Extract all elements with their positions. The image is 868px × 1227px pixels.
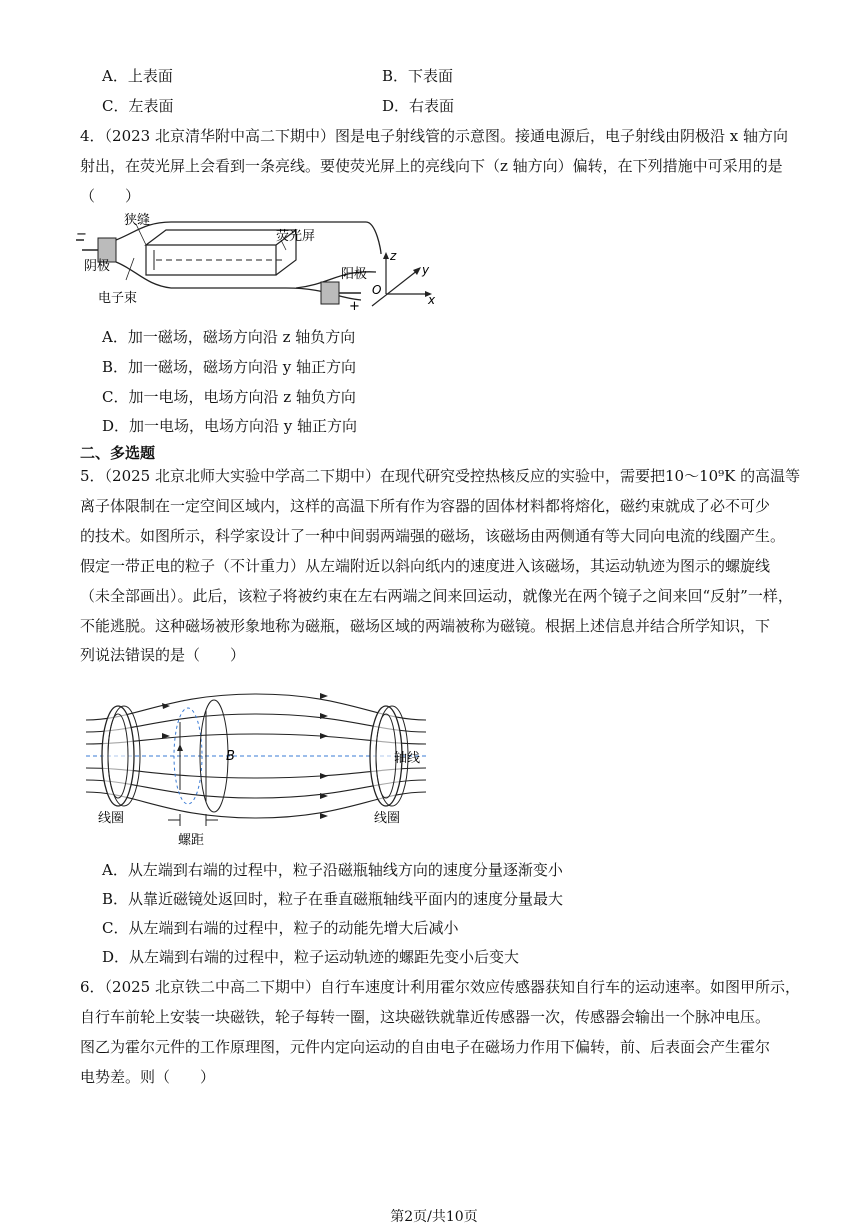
origin-label: O xyxy=(372,283,382,297)
right-coil-label: 线圈 xyxy=(374,811,401,826)
section-heading-multi-choice: 二、多选题 xyxy=(80,444,156,462)
q5-option-b: B．从靠近磁镜处返回时，粒子在垂直磁瓶轴线平面内的速度分量最大 xyxy=(102,890,564,908)
field-b-label: B xyxy=(226,749,235,764)
axis-z-label: z xyxy=(390,249,397,263)
q5-stem-line7: 列说法错误的是（ ） xyxy=(80,646,246,664)
axis-x-label: x xyxy=(428,293,436,307)
q3-option-a: A．上表面 xyxy=(102,67,173,85)
screen-label: 荧光屏 xyxy=(276,229,316,244)
q5-option-c: C．从左端到右端的过程中，粒子的动能先增大后减小 xyxy=(102,919,459,937)
q5-option-a: A．从左端到右端的过程中，粒子沿磁瓶轴线方向的速度分量逐渐变小 xyxy=(102,861,563,879)
q5-stem-line6: 不能逃脱。这种磁场被形象地称为磁瓶，磁场区域的两端被称为磁镜。根据上述信息并结合所学知识，下 xyxy=(80,617,771,635)
q4-option-d: D．加一电场，电场方向沿 y 轴正方向 xyxy=(102,417,358,435)
q4-option-c: C．加一电场，电场方向沿 z 轴负方向 xyxy=(102,388,356,406)
axis-y-label: y xyxy=(422,263,430,277)
q5-stem-line3: 的技术。如图所示，科学家设计了一种中间弱两端强的磁场，该磁场由两侧通有等大同向电流的线圈产生。 xyxy=(80,527,786,545)
q6-stem-line4: 电势差。则（ ） xyxy=(80,1068,216,1086)
q4-stem-line1: 4．（2023 北京清华附中高二下期中）图是电子射线管的示意图。接通电源后，电子射线由阴极沿 x 轴方向 xyxy=(80,127,788,145)
q3-option-b: B．下表面 xyxy=(382,67,454,85)
anode-label: 阳极 xyxy=(341,267,368,282)
q5-stem-line4: 假定一带正电的粒子（不计重力）从左端附近以斜向纸内的速度进入该磁场，其运动轨迹为图示的螺旋线 xyxy=(80,557,771,575)
pitch-label: 螺距 xyxy=(178,833,205,848)
page-footer: 第2页/共10页 xyxy=(390,1209,478,1225)
plus-sign: + xyxy=(349,299,360,314)
beam-label: 电子束 xyxy=(98,291,138,306)
electron-tube-figure xyxy=(76,210,446,318)
q6-stem-line3: 图乙为霍尔元件的工作原理图，元件内定向运动的自由电子在磁场力作用下偏转，前、后表面会产生霍尔 xyxy=(80,1038,771,1056)
q6-stem-line1: 6．（2025 北京铁二中高二下期中）自行车速度计利用霍尔效应传感器获知自行车的运动速率。如图甲所示， xyxy=(80,978,800,996)
cathode-label: 阴极 xyxy=(84,259,111,274)
q4-option-a: A．加一磁场，磁场方向沿 z 轴负方向 xyxy=(102,328,356,346)
q5-option-d: D．从左端到右端的过程中，粒子运动轨迹的螺距先变小后变大 xyxy=(102,948,520,966)
q3-option-c: C．左表面 xyxy=(102,97,174,115)
q5-stem-line2: 离子体限制在一定空间区域内，这样的高温下所有作为容器的固体材料都将熔化，磁约束就成了必不可少 xyxy=(80,497,771,515)
q5-stem-line1: 5．（2025 北京北师大实验中学高二下期中）在现代研究受控热核反应的实验中，需要把10～10⁹K 的高温等 xyxy=(80,467,801,485)
q5-stem-line5: （未全部画出）。此后，该粒子将被约束在左右两端之间来回运动，就像光在两个镜子之间来回“反射”一样， xyxy=(80,587,793,605)
left-coil-label: 线圈 xyxy=(98,811,125,826)
minus-sign: − xyxy=(76,227,87,242)
slit-label: 狭缝 xyxy=(124,213,151,228)
q4-option-b: B．加一磁场，磁场方向沿 y 轴正方向 xyxy=(102,358,357,376)
axis-line-label: 轴线 xyxy=(394,751,421,766)
q6-stem-line2: 自行车前轮上安装一块磁铁，轮子每转一圈，这块磁铁就靠近传感器一次，传感器会输出一个脉冲电压。 xyxy=(80,1008,771,1026)
magnetic-bottle-figure xyxy=(76,684,436,850)
q3-option-d: D．右表面 xyxy=(382,97,455,115)
q4-stem-line3: （ ） xyxy=(80,187,141,205)
q4-stem-line2: 射出，在荧光屏上会看到一条亮线。要使荧光屏上的亮线向下（z 轴方向）偏转，在下列措施中可采用的是 xyxy=(80,157,783,175)
